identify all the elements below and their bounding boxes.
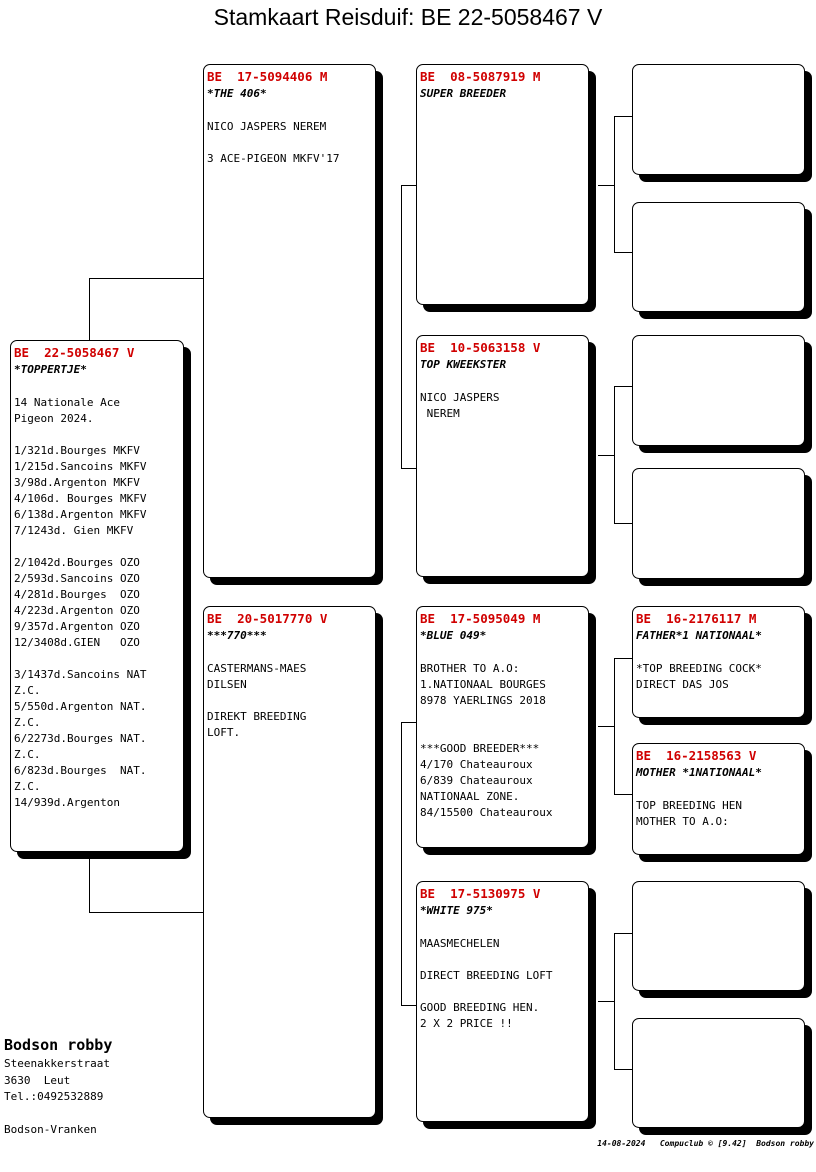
pigeon-card-father[interactable] <box>203 64 376 578</box>
ring-number: BE 10-5063158 V <box>420 340 541 355</box>
connector-line <box>598 455 614 456</box>
pigeon-card-empty[interactable] <box>632 335 805 446</box>
pigeon-name: *BLUE 049* <box>420 629 487 642</box>
connector-line <box>598 726 614 727</box>
pigeon-card-empty[interactable] <box>632 468 805 579</box>
pigeon-card-mff[interactable] <box>632 606 805 718</box>
connector-line <box>401 1005 417 1006</box>
pigeon-info: BROTHER TO A.O: 1.NATIONAAL BOURGES 8978 YAERLINGS 2018 ***GOOD BREEDER*** 4/170 Chateauroux 6/839 Chateauroux NATIONAAL ZONE. 84/15500 Chateauroux <box>420 662 553 819</box>
connector-line <box>614 523 633 524</box>
pigeon-card-ff[interactable] <box>416 64 589 305</box>
pigeon-card-mf[interactable] <box>416 606 589 848</box>
pigeon-info: MAASMECHELEN DIRECT BREEDING LOFT GOOD BREEDING HEN. 2 X 2 PRICE !! <box>420 937 553 1030</box>
pigeon-card-subject[interactable] <box>10 340 184 852</box>
connector-line <box>614 116 615 253</box>
owner-name: Bodson robby <box>4 1036 113 1054</box>
pigeon-info: 14 Nationale Ace Pigeon 2024. 1/321d.Bourges MKFV 1/215d.Sancoins MKFV 3/98d.Argenton MKFV 4/106d. Bourges MKFV 6/138d.Argenton MKFV 7/1243d. Gien MKFV 2/1042d.Bourges OZO 2/593d.Sancoins OZO 4/281d.Bourges OZO 4/223d.Argenton OZO 9/357d.Argenton OZO 12/3408d.GIEN OZO 3/1437d.Sancoins NAT Z.C. 5/550d.Argenton NAT. Z.C. 6/2273d.Bourges NAT. Z.C. 6/823d.Bourges NAT. Z.C. 14/939d.Argenton <box>14 396 147 809</box>
connector-line <box>401 185 417 186</box>
connector-line <box>401 468 417 469</box>
connector-line <box>401 185 402 468</box>
pigeon-name: MOTHER *1NATIONAAL* <box>636 766 762 779</box>
pigeon-card-empty[interactable] <box>632 64 805 175</box>
pigeon-card-empty[interactable] <box>632 881 805 991</box>
page-title: Stamkaart Reisduif: BE 22-5058467 V <box>213 4 603 30</box>
connector-line <box>598 185 614 186</box>
pigeon-card-fm[interactable] <box>416 335 589 577</box>
pigeon-card-mfm[interactable] <box>632 743 805 855</box>
connector-line <box>598 1001 614 1002</box>
connector-line <box>614 116 633 117</box>
connector-line <box>614 933 633 934</box>
pigeon-name: FATHER*1 NATIONAAL* <box>636 629 762 642</box>
connector-line <box>614 658 633 659</box>
connector-line <box>614 658 615 795</box>
pigeon-card-mm[interactable] <box>416 881 589 1122</box>
pigeon-name: *WHITE 975* <box>420 904 493 917</box>
pigeon-info: *TOP BREEDING COCK* DIRECT DAS JOS <box>636 662 762 691</box>
pigeon-info: TOP BREEDING HEN MOTHER TO A.O: <box>636 799 742 828</box>
ring-number: BE 16-2158563 V <box>636 748 757 763</box>
pigeon-name: TOP KWEEKSTER <box>420 358 507 371</box>
ring-number: BE 08-5087919 M <box>420 69 541 84</box>
connector-line <box>614 1069 633 1070</box>
pigeon-card-mother[interactable] <box>203 606 376 1118</box>
connector-line <box>614 933 615 1070</box>
owner-city: 3630 Leut <box>4 1073 71 1087</box>
connector-line <box>614 794 633 795</box>
pigeon-name: *THE 406* <box>207 87 267 100</box>
footer-credit: 14-08-2024 Compuclub © [9.42] Bodson robby <box>597 1139 814 1148</box>
pigeon-card-empty[interactable] <box>632 202 805 312</box>
connector-line <box>401 722 402 1006</box>
ring-number: BE 20-5017770 V <box>207 611 328 626</box>
owner-street: Steenakkerstraat <box>4 1057 110 1070</box>
ring-number: BE 16-2176117 M <box>636 611 757 626</box>
pigeon-name: SUPER BREEDER <box>420 87 507 100</box>
connector-line <box>614 386 615 524</box>
ring-number: BE 17-5094406 M <box>207 69 328 84</box>
connector-line <box>89 852 90 913</box>
connector-line <box>89 278 90 340</box>
pigeon-card-empty[interactable] <box>632 1018 805 1128</box>
pigeon-name: *TOPPERTJE* <box>14 363 87 376</box>
pigeon-name: ***770*** <box>207 629 267 642</box>
connector-line <box>614 386 633 387</box>
pigeon-info: CASTERMANS-MAES DILSEN DIREKT BREEDING LOFT. <box>207 662 307 739</box>
pigeon-info: NICO JASPERS NEREM <box>420 391 500 420</box>
owner-phone: Tel.:0492532889 <box>4 1090 104 1103</box>
connector-line <box>614 252 633 253</box>
ring-number: BE 17-5095049 M <box>420 611 541 626</box>
connector-line <box>401 722 417 723</box>
ring-number: BE 22-5058467 V <box>14 345 135 360</box>
ring-number: BE 17-5130975 V <box>420 886 541 901</box>
pigeon-info: NICO JASPERS NEREM 3 ACE-PIGEON MKFV'17 <box>207 120 340 165</box>
owner-loft: Bodson-Vranken <box>4 1123 97 1136</box>
connector-line <box>89 912 204 913</box>
owner-block <box>4 1034 112 1139</box>
connector-line <box>89 278 204 279</box>
